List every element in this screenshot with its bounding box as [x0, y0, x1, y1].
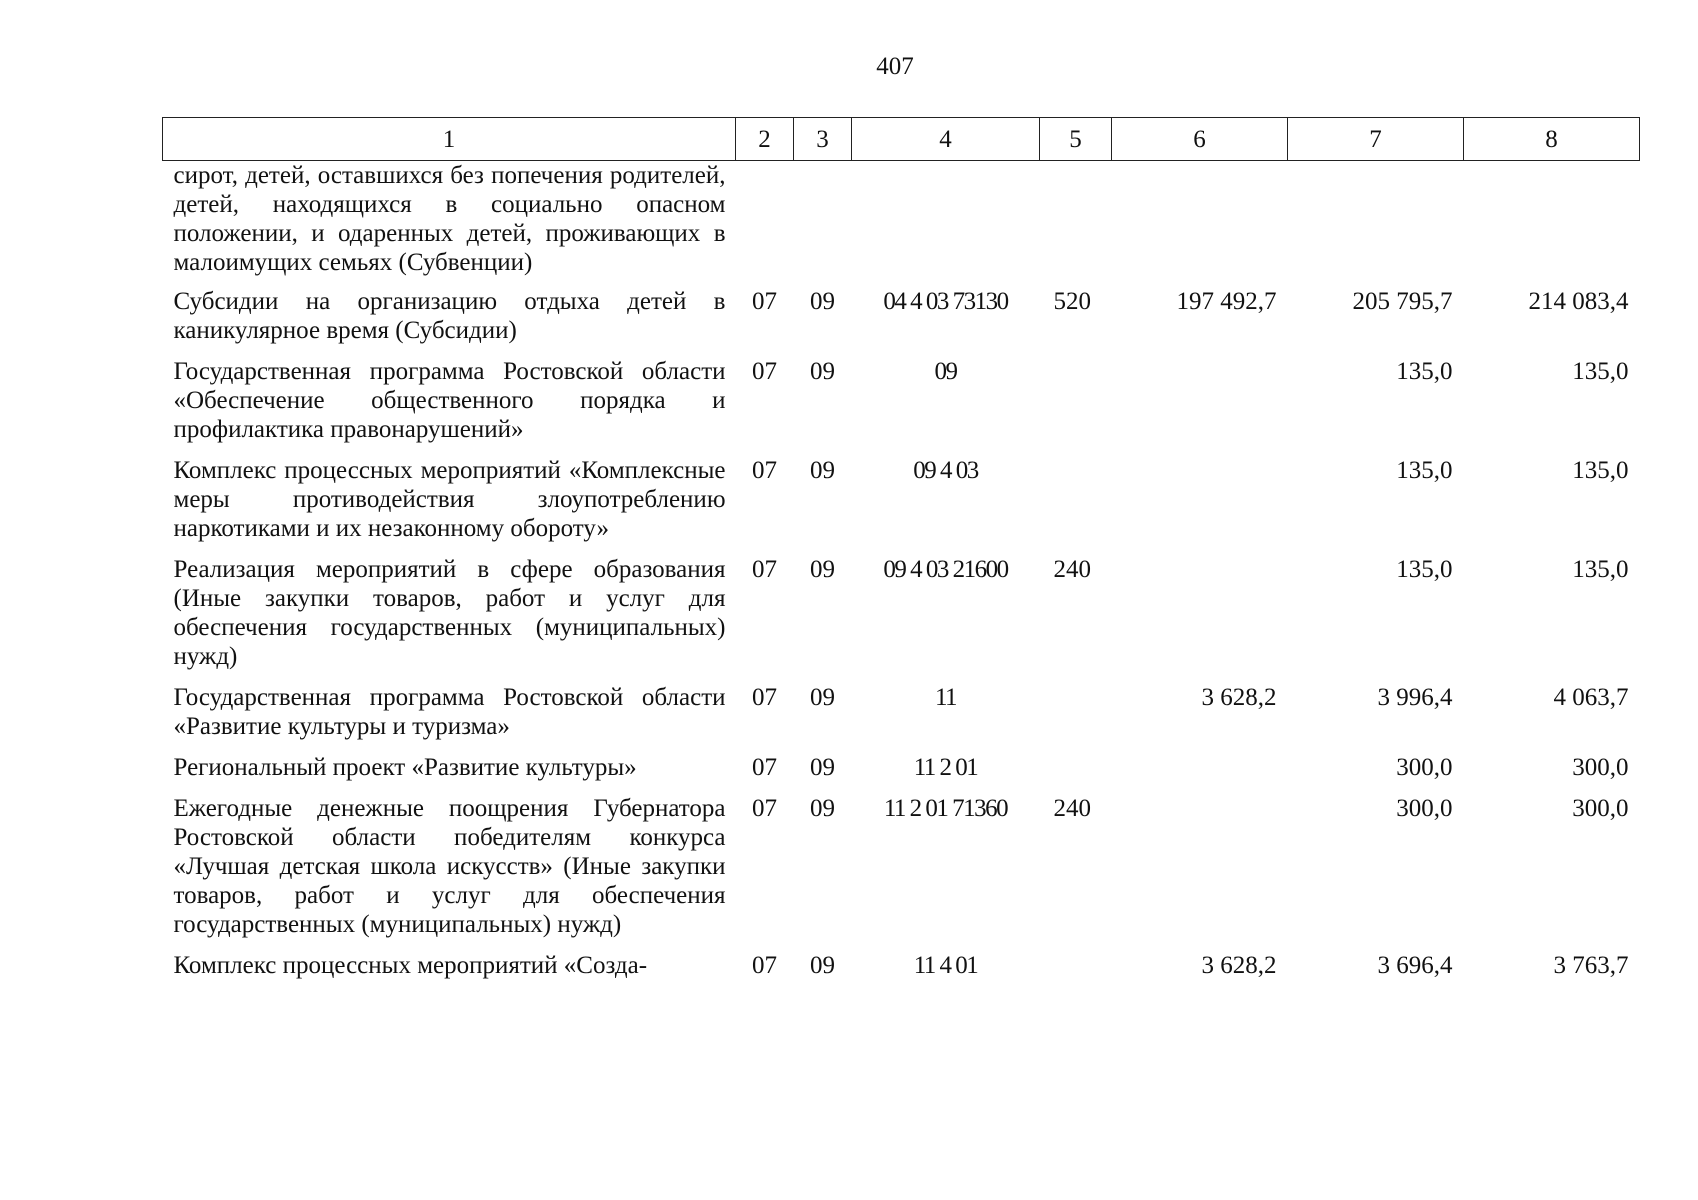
cell-expense-type [1040, 456, 1112, 555]
table-row [163, 161, 1640, 288]
cell-target-article: 04 4 03 73130 [883, 288, 1008, 315]
table-header [163, 118, 1640, 161]
column-header-4: 4 [852, 118, 1040, 161]
cell-target-article: 09 [934, 358, 957, 385]
cell-amount-year2: 3 996,4 [1377, 684, 1453, 711]
cell-amount-year3: 300,0 [1572, 754, 1629, 781]
cell-subsection: 09 [810, 457, 835, 484]
cell-amount-year1 [1112, 753, 1288, 794]
cell-subsection [794, 161, 852, 288]
table-row [163, 357, 1640, 456]
table-row [163, 456, 1640, 555]
cell-amount-year3: 135,0 [1572, 358, 1629, 385]
column-header-1: 1 [163, 118, 736, 161]
table-row [163, 683, 1640, 753]
cell-amount-year2: 3 696,4 [1377, 952, 1453, 979]
cell-description: Государственная программа Ростовской области «Развитие культуры и туризма» [173, 684, 726, 740]
cell-description: Региональный проект «Развитие культуры» [173, 754, 637, 781]
cell-section [736, 161, 794, 288]
cell-amount-year1: 3 628,2 [1201, 684, 1277, 711]
cell-section: 07 [752, 288, 777, 315]
cell-amount-year2: 135,0 [1396, 457, 1453, 484]
cell-expense-type [1040, 357, 1112, 456]
cell-amount-year3: 4 063,7 [1553, 684, 1629, 711]
cell-amount-year2: 205 795,7 [1352, 288, 1453, 315]
cell-amount-year3 [1464, 161, 1640, 288]
table-row [163, 951, 1640, 992]
cell-description: сирот, детей, оставшихся без попечения родителей, детей, находящихся в социально опасном положении, и одаренных детей, проживающих в малоимущих семьях (Субвенции) [173, 162, 726, 276]
cell-amount-year3: 135,0 [1572, 556, 1629, 583]
header-row [163, 118, 1640, 161]
table-row [163, 287, 1640, 357]
column-header-5: 5 [1040, 118, 1112, 161]
cell-target-article: 11 2 01 [913, 754, 978, 781]
cell-expense-type [1040, 161, 1112, 288]
cell-target-article: 09 4 03 [913, 457, 978, 484]
table-row [163, 555, 1640, 683]
table-row [163, 753, 1640, 794]
cell-target-article: 11 4 01 [913, 952, 978, 979]
cell-expense-type [1040, 951, 1112, 992]
cell-target-article: 09 4 03 21600 [883, 556, 1008, 583]
cell-subsection: 09 [810, 795, 835, 822]
cell-section: 07 [752, 684, 777, 711]
cell-expense-type: 520 [1053, 288, 1091, 315]
cell-description: Ежегодные денежные поощрения Губернатора Ростовской области победителям конкурса «Лучшая детская школа искусств» (Иные закупки товаров, работ и услуг для обеспечения государственных (муниципальных) нужд) [173, 795, 726, 938]
cell-amount-year3: 135,0 [1572, 457, 1629, 484]
column-header-3: 3 [794, 118, 852, 161]
cell-amount-year1: 197 492,7 [1176, 288, 1277, 315]
cell-amount-year3: 3 763,7 [1553, 952, 1629, 979]
cell-description: Комплекс процессных мероприятий «Комплексные меры противодействия злоупотреблению наркотиками и их незаконному обороту» [173, 457, 726, 542]
cell-amount-year2: 300,0 [1396, 795, 1453, 822]
cell-amount-year2: 300,0 [1396, 754, 1453, 781]
page-number: 407 [876, 53, 914, 80]
cell-expense-type [1040, 753, 1112, 794]
cell-amount-year1 [1112, 456, 1288, 555]
cell-amount-year1 [1112, 794, 1288, 951]
cell-target-article [852, 161, 1040, 288]
table-row [163, 794, 1640, 951]
cell-amount-year1 [1112, 161, 1288, 288]
cell-description: Комплекс процессных мероприятий «Созда- [173, 952, 648, 979]
cell-target-article: 11 [934, 684, 957, 711]
cell-description: Реализация мероприятий в сфере образования (Иные закупки товаров, работ и услуг для обеспечения государственных (муниципальных) нужд) [173, 556, 726, 670]
budget-table [162, 117, 1640, 992]
cell-amount-year2 [1288, 161, 1464, 288]
cell-section: 07 [752, 556, 777, 583]
cell-target-article: 11 2 01 71360 [883, 795, 1008, 822]
cell-amount-year1: 3 628,2 [1201, 952, 1277, 979]
column-header-8: 8 [1464, 118, 1640, 161]
cell-subsection: 09 [810, 556, 835, 583]
cell-subsection: 09 [810, 952, 835, 979]
cell-section: 07 [752, 952, 777, 979]
cell-amount-year1 [1112, 555, 1288, 683]
cell-amount-year2: 135,0 [1396, 358, 1453, 385]
cell-section: 07 [752, 754, 777, 781]
cell-amount-year3: 300,0 [1572, 795, 1629, 822]
cell-amount-year1 [1112, 357, 1288, 456]
cell-amount-year3: 214 083,4 [1528, 288, 1629, 315]
cell-subsection: 09 [810, 358, 835, 385]
cell-description: Субсидии на организацию отдыха детей в каникулярное время (Субсидии) [173, 288, 726, 344]
column-header-6: 6 [1112, 118, 1288, 161]
column-header-7: 7 [1288, 118, 1464, 161]
cell-section: 07 [752, 795, 777, 822]
cell-expense-type: 240 [1053, 795, 1091, 822]
cell-subsection: 09 [810, 288, 835, 315]
column-header-2: 2 [736, 118, 794, 161]
cell-subsection: 09 [810, 754, 835, 781]
cell-expense-type: 240 [1053, 556, 1091, 583]
cell-section: 07 [752, 358, 777, 385]
cell-description: Государственная программа Ростовской области «Обеспечение общественного порядка и профилактика правонарушений» [173, 358, 726, 443]
cell-subsection: 09 [810, 684, 835, 711]
table-body [163, 161, 1640, 993]
cell-section: 07 [752, 457, 777, 484]
cell-expense-type [1040, 683, 1112, 753]
cell-amount-year2: 135,0 [1396, 556, 1453, 583]
